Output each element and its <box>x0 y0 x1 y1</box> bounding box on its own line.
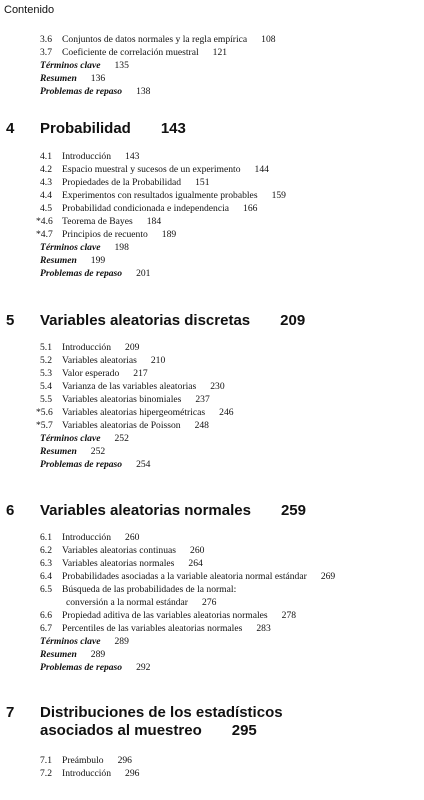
section-title: Principios de recuento <box>62 229 148 240</box>
section-number: 7.2 <box>40 768 52 779</box>
toc-entry[interactable] <box>40 545 204 556</box>
toc-entry[interactable] <box>40 532 139 543</box>
section-title: Percentiles de las variables aleatorias normales <box>62 623 243 634</box>
page-number: 260 <box>125 532 140 543</box>
toc-entry[interactable] <box>40 190 286 201</box>
section-number: 3.6 <box>40 34 52 45</box>
page-number: 166 <box>243 203 258 214</box>
page-number: 144 <box>254 164 269 175</box>
chapter-title: Variables aleatorias normales <box>40 502 251 519</box>
toc-extra[interactable] <box>40 255 105 266</box>
page-number: 121 <box>212 47 228 58</box>
extra-title: Resumen <box>40 73 77 84</box>
toc-entry[interactable] <box>36 420 209 431</box>
extra-title: Problemas de repaso <box>40 268 123 279</box>
toc-entry[interactable] <box>36 407 234 418</box>
section-number: 6.6 <box>40 610 52 621</box>
page-number: 278 <box>281 610 297 621</box>
toc-extra[interactable] <box>40 446 105 457</box>
section-title: Búsqueda de las probabilidades de la normal: <box>62 584 237 595</box>
toc-entry[interactable] <box>36 216 162 227</box>
toc-entry[interactable] <box>40 368 148 379</box>
page-number: 199 <box>90 255 106 266</box>
section-title: Teorema de Bayes <box>62 216 133 227</box>
section-number: 5.3 <box>40 368 52 379</box>
extra-title: Términos clave <box>40 433 101 444</box>
chapter-heading-5[interactable] <box>6 312 305 330</box>
section-title: Variables aleatorias normales <box>62 558 175 569</box>
section-number: 4.1 <box>40 151 52 162</box>
page-number: 276 <box>202 597 217 608</box>
toc-extra[interactable] <box>40 433 129 444</box>
page-number: 296 <box>117 755 132 766</box>
toc-entry[interactable] <box>40 342 139 353</box>
section-number: 6.3 <box>40 558 52 569</box>
page-number: 201 <box>136 268 151 279</box>
extra-title: Problemas de repaso <box>40 86 123 97</box>
toc-extra-resumen[interactable] <box>40 73 105 84</box>
section-number: 4.2 <box>40 164 52 175</box>
page-number: 136 <box>90 73 106 84</box>
toc-entry[interactable] <box>40 558 203 569</box>
section-number: 5.1 <box>40 342 52 353</box>
extra-title: Resumen <box>40 446 77 457</box>
page-number: 252 <box>90 446 106 457</box>
chapter-page: 259 <box>280 502 306 519</box>
toc-entry[interactable] <box>40 355 165 366</box>
toc-extra-terminos-clave[interactable] <box>40 60 129 71</box>
section-title: Propiedades de la Probabilidad <box>62 177 182 188</box>
toc-entry[interactable] <box>40 164 269 175</box>
toc-extra[interactable] <box>40 649 105 660</box>
extra-title: Términos clave <box>40 636 101 647</box>
page-number: 248 <box>194 420 209 431</box>
toc-entry-continuation[interactable] <box>40 597 216 608</box>
section-title: Variables aleatorias de Poisson <box>62 420 181 431</box>
page-number: 296 <box>125 768 140 779</box>
page-number: 237 <box>195 394 210 405</box>
extra-title: Resumen <box>40 255 77 266</box>
section-number: *4.7 <box>36 229 53 240</box>
section-number: 4.3 <box>40 177 52 188</box>
section-title: Variables aleatorias continuas <box>62 545 177 556</box>
section-title: Experimentos con resultados igualmente probables <box>62 190 258 201</box>
chapter-number: 5 <box>6 312 15 329</box>
page-number: 108 <box>261 34 276 45</box>
section-number: 6.1 <box>40 532 52 543</box>
toc-entry[interactable] <box>40 177 209 188</box>
page-number: 209 <box>125 342 140 353</box>
section-title: Conjuntos de datos normales y la regla empírica <box>62 34 248 45</box>
section-number: 6.2 <box>40 545 52 556</box>
toc-entry[interactable] <box>40 610 296 621</box>
running-header: Contenido <box>4 4 55 16</box>
toc-entry[interactable] <box>36 229 177 240</box>
page-number: 230 <box>210 381 225 392</box>
chapter-title: Distribuciones de los estadísticos <box>40 704 283 721</box>
section-title: Introducción <box>62 151 112 162</box>
page-number: 189 <box>161 229 177 240</box>
extra-title: Problemas de repaso <box>40 459 123 470</box>
toc-extra-problemas-de-repaso[interactable] <box>40 86 150 97</box>
section-number: 5.5 <box>40 394 52 405</box>
section-title: Variables aleatorias binomiales <box>62 394 182 405</box>
extra-title: Problemas de repaso <box>40 662 123 673</box>
toc-extra[interactable] <box>40 242 129 253</box>
page-number: 252 <box>114 433 129 444</box>
section-title: Valor esperado <box>62 368 120 379</box>
toc-entry[interactable] <box>40 755 132 766</box>
section-title: Espacio muestral y sucesos de un experimento <box>62 164 241 175</box>
section-title: Probabilidades asociadas a la variable aleatoria normal estándar <box>62 571 307 582</box>
toc-entry[interactable] <box>40 381 225 392</box>
section-number: *4.6 <box>36 216 53 227</box>
toc-extra[interactable] <box>40 662 150 673</box>
chapter-title: Probabilidad <box>40 120 131 137</box>
section-title: Probabilidad condicionada e independencia <box>62 203 230 214</box>
toc-entry[interactable] <box>40 571 335 582</box>
section-number: 6.4 <box>40 571 52 582</box>
toc-entry[interactable] <box>40 584 236 595</box>
toc-entry[interactable] <box>40 623 271 634</box>
section-number: 6.5 <box>40 584 52 595</box>
page-number: 159 <box>271 190 286 201</box>
toc-extra[interactable] <box>40 636 129 647</box>
page-number: 143 <box>125 151 140 162</box>
chapter-page: 143 <box>160 120 186 137</box>
chapter-heading-7[interactable] <box>6 704 283 740</box>
page-number: 246 <box>219 407 234 418</box>
section-number: 4.5 <box>40 203 52 214</box>
section-number: 5.4 <box>40 381 52 392</box>
page-number: 283 <box>256 623 271 634</box>
section-title: Preámbulo <box>62 755 104 766</box>
chapter-title-continued: asociados al muestreo <box>40 722 202 739</box>
chapter-title: Variables aleatorias discretas <box>40 312 251 329</box>
section-number: 4.4 <box>40 190 52 201</box>
page-number: 151 <box>195 177 210 188</box>
chapter-heading-6[interactable] <box>6 502 306 520</box>
section-title: Coeficiente de correlación muestral <box>62 47 199 58</box>
page-number: 289 <box>114 636 129 647</box>
section-title-continued: conversión a la normal estándar <box>66 597 189 608</box>
page-number: 217 <box>133 368 148 379</box>
toc-extra[interactable] <box>40 459 150 470</box>
section-title: Propiedad aditiva de las variables aleatorias normales <box>62 610 268 621</box>
page-number: 269 <box>320 571 336 582</box>
section-number: *5.6 <box>36 407 53 418</box>
section-title: Varianza de las variables aleatorias <box>62 381 197 392</box>
extra-title: Términos clave <box>40 242 101 253</box>
page-number: 210 <box>150 355 166 366</box>
page-number: 292 <box>136 662 151 673</box>
section-title: Variables aleatorias hipergeométricas <box>62 407 206 418</box>
page-number: 289 <box>90 649 106 660</box>
chapter-page: 209 <box>280 312 306 329</box>
section-number: 3.7 <box>40 47 52 58</box>
section-number: 5.2 <box>40 355 52 366</box>
section-title: Introducción <box>62 342 112 353</box>
extra-title: Resumen <box>40 649 77 660</box>
page-number: 135 <box>114 60 129 71</box>
page-number: 198 <box>114 242 129 253</box>
toc-entry[interactable] <box>40 203 257 214</box>
section-number: 7.1 <box>40 755 52 766</box>
page-number: 184 <box>146 216 162 227</box>
chapter-heading-4[interactable] <box>6 120 186 138</box>
chapter-number: 6 <box>6 502 15 519</box>
toc-entry[interactable] <box>40 151 139 162</box>
page-number: 260 <box>190 545 205 556</box>
page-number: 138 <box>136 86 151 97</box>
section-title: Variables aleatorias <box>62 355 137 366</box>
chapter-number: 4 <box>6 120 15 137</box>
section-number: *5.7 <box>36 420 53 431</box>
toc-entry-3-6[interactable] <box>40 34 276 45</box>
chapter-number: 7 <box>6 704 15 721</box>
section-title: Introducción <box>62 532 112 543</box>
toc-extra[interactable] <box>40 268 150 279</box>
section-title: Introducción <box>62 768 112 779</box>
chapter-page: 295 <box>231 722 257 739</box>
page-number: 254 <box>136 459 151 470</box>
extra-title: Términos clave <box>40 60 101 71</box>
toc-entry[interactable] <box>40 394 210 405</box>
section-number: 6.7 <box>40 623 52 634</box>
toc-entry[interactable] <box>40 768 139 779</box>
toc-entry-3-7[interactable] <box>40 47 227 58</box>
page-number: 264 <box>188 558 203 569</box>
